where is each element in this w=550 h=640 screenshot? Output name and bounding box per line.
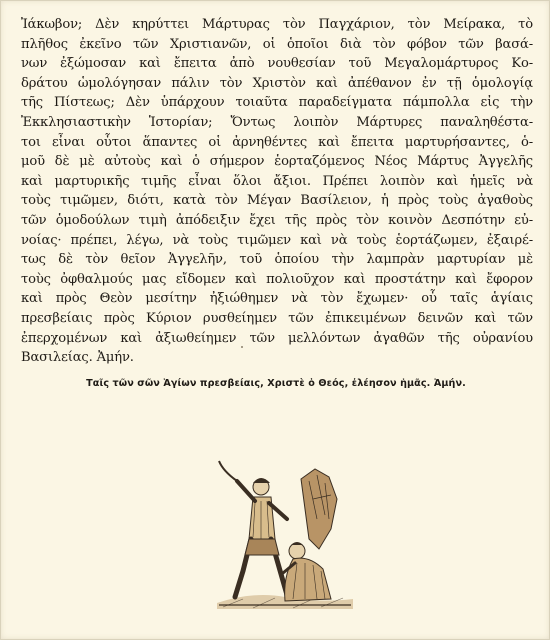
text-line: Ἐκκλησιαστικὴν Ἱστορίαν; Ὄντως λοιπὸν Μάρτυρες παναληθέστα- <box>21 114 533 130</box>
text-line: νων ἐξώμοσαν καὶ ἔπειτα ἀπὸ νουθεσίαν τοῦ Μεγαλομάρτυρος Κο- <box>21 56 533 72</box>
closing-prayer: Ταῖς τῶν σῶν Ἁγίων πρεσβείαις, Χριστὲ ὁ Θεός, ἐλέησον ἡμᾶς. Ἀμήν. <box>86 378 466 389</box>
text-line-final: Βασιλείας. Ἀμήν. <box>21 350 134 366</box>
text-line: τῆς Πίστεως; Δὲν ὑπάρχουν τοιαῦτα παραδείγματα πάμπολλα εἰς τὴν <box>21 95 533 111</box>
text-line: τοι εἶναι οὗτοι ἅπαντες οἱ ἀρνηθέντες καὶ ἔπειτα μαρτυρήσαντες, ὁ- <box>21 134 533 150</box>
text-line: πλῆθος ἐκεῖνο τῶν Χριστιανῶν, οἱ ὁποῖοι διὰ τὸν φόβον τῶν βασά- <box>21 36 533 52</box>
martyrdom-engraving-icon <box>213 459 357 613</box>
text-line: μοῦ δὲ μὲ αὐτοὺς καὶ ὁ σήμερον ἑορταζόμενος Νέος Μάρτυς Ἀγγελῆς <box>21 154 533 170</box>
text-line: τως δὲ τὸν θεῖον Ἀγγελῆν, τοῦ ὁποίου τὴν λαμπρὰν μαρτυρίαν μὲ <box>21 252 533 268</box>
text-line: πρεσβείαις πρὸς Κύριον ρυσθείημεν τῶν ἐπικειμένων δεινῶν καὶ τῶν <box>21 310 533 326</box>
text-line: τοὺς ὀφθαλμούς μας εἴδομεν καὶ πολιοῦχον καὶ προστάτην καὶ ἔφορον <box>21 271 533 287</box>
text-line: τῶν ὁμοδούλων τιμὴ ἀπόδειξιν ἔχει τῆς πρὸς τὸν κοινὸν Δεσπότην εὐ- <box>21 212 533 228</box>
text-line: Ἰάκωβον; Δὲν κηρύττει Μάρτυρας τὸν Παγχάριον, τὸν Μείρακα, τὸ <box>21 17 533 32</box>
ink-speck <box>241 346 243 348</box>
text-line: ἐπερχομένων καὶ ἀξιωθείημεν τῶν μελλόντων ἀγαθῶν τῆς οὐρανίου <box>21 330 533 346</box>
text-line: καὶ μαρτυρικῆς τιμῆς εἶναι ὅλοι ἄξιοι. Πρέπει λοιπὸν καὶ ἡμεῖς νὰ <box>21 173 533 189</box>
text-line: νοίας· πρέπει, λέγω, νὰ τοὺς τιμῶμεν καὶ νὰ τοὺς ἑορτάζωμεν, ἐξαιρέ- <box>21 232 533 248</box>
text-line: τοὺς τιμῶμεν, διότι, κατὰ τὸν Μέγαν Βασίλειον, ἡ πρὸς τοὺς ἀγαθοὺς <box>21 193 533 209</box>
text-line: καὶ πρὸς Θεὸν μεσίτην ἠξιώθημεν νὰ τὸν ἔχωμεν· οὗ ταῖς ἁγίαις <box>21 291 533 307</box>
body-text <box>21 15 533 368</box>
text-line: δράτου ὡμολόγησαν πάλιν τὸν Χριστὸν καὶ ἀπέθανον ἐν τῇ ὁμολογίᾳ <box>21 75 533 91</box>
